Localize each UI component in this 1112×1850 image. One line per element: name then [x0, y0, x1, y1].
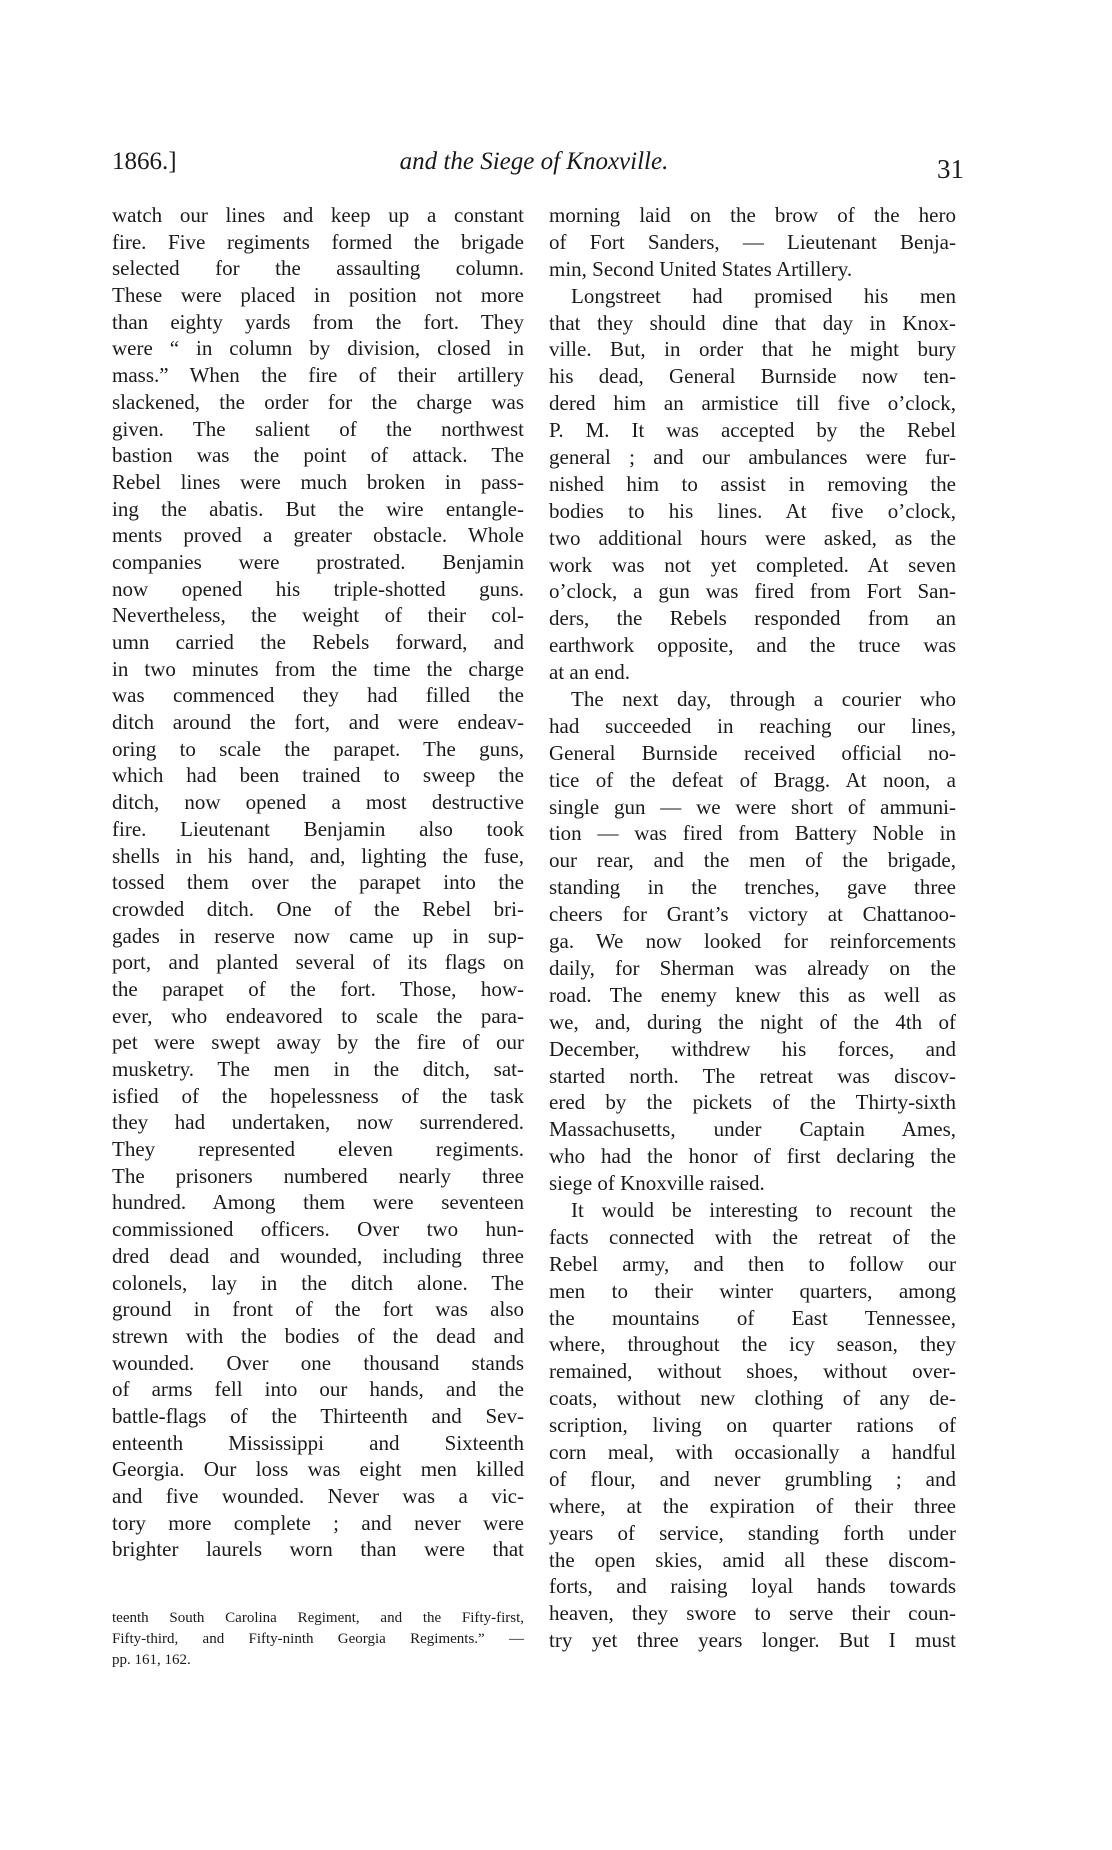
text-line: heaven, they swore to serve their coun-	[549, 1601, 956, 1626]
text-line: given. The salient of the northwest	[112, 416, 524, 441]
text-line: pp. 161, 162.	[112, 1652, 191, 1668]
text-line: morning laid on the brow of the hero	[549, 203, 956, 227]
text-line: It would be interesting to recount the	[571, 1197, 956, 1222]
text-line: now opened his triple-shotted guns.	[112, 576, 524, 601]
text-line: the open skies, amid all these discom-	[549, 1547, 956, 1572]
text-line: coats, without new clothing of any de-	[549, 1386, 956, 1411]
text-line: The prisoners numbered nearly three	[112, 1163, 524, 1188]
text-line: enteenth Mississippi and Sixteenth	[112, 1430, 524, 1455]
text-line: tossed them over the parapet into the	[112, 870, 524, 895]
text-line: men to their winter quarters, among	[549, 1278, 956, 1303]
text-line: hundred. Among them were seventeen	[112, 1190, 524, 1215]
text-line: bastion was the point of attack. The	[112, 443, 524, 468]
text-line: was commenced they had filled the	[112, 683, 524, 708]
text-line: commissioned officers. Over two hun-	[112, 1217, 524, 1242]
text-line: that they should dine that day in Knox-	[549, 310, 956, 335]
text-line: Georgia. Our loss was eight men killed	[112, 1457, 524, 1482]
text-line: They represented eleven regiments.	[112, 1137, 524, 1162]
text-line: of Fort Sanders, — Lieutenant Benja-	[549, 229, 956, 254]
text-line: at an end.	[549, 660, 631, 685]
text-line: teenth South Carolina Regiment, and the Fifty-first,	[112, 1610, 524, 1626]
text-line: oring to scale the parapet. The guns,	[112, 736, 524, 761]
text-line: scription, living on quarter rations of	[549, 1413, 956, 1438]
text-line: dred dead and wounded, including three	[112, 1243, 524, 1268]
page-number: 31	[937, 154, 964, 184]
text-line: started north. The retreat was discov-	[549, 1063, 956, 1088]
text-line: tion — was fired from Battery Noble in	[549, 821, 956, 846]
text-line: work was not yet completed. At seven	[549, 552, 956, 577]
text-line: Fifty-third, and Fifty-ninth Georgia Regiments.” —	[112, 1631, 524, 1647]
text-line: ground in front of the fort was also	[112, 1297, 524, 1322]
text-line: in two minutes from the time the charge	[112, 656, 524, 681]
text-line: colonels, lay in the ditch alone. The	[112, 1270, 524, 1295]
text-line: mass.” When the fire of their artillery	[112, 363, 524, 388]
text-line: where, throughout the icy season, they	[549, 1332, 956, 1357]
text-line: remained, without shoes, without over-	[549, 1359, 956, 1384]
text-line: had succeeded in reaching our lines,	[549, 713, 956, 738]
text-line: general ; and our ambulances were fur-	[549, 445, 956, 470]
text-line: battle-flags of the Thirteenth and Sev-	[112, 1403, 524, 1428]
text-line: bodies to his lines. At five o’clock,	[549, 498, 956, 523]
text-line: wounded. Over one thousand stands	[112, 1350, 524, 1375]
text-line: ders, the Rebels responded from an	[549, 606, 956, 631]
text-line: umn carried the Rebels forward, and	[112, 630, 524, 654]
text-line: tice of the defeat of Bragg. At noon, a	[549, 767, 956, 792]
text-line: they had undertaken, now surrendered.	[112, 1110, 524, 1135]
text-line: Nevertheless, the weight of their col-	[112, 603, 524, 628]
text-line: siege of Knoxville raised.	[549, 1171, 765, 1196]
running-title: and the Siege of Knoxville.	[399, 148, 669, 175]
text-line: his dead, General Burnside now ten-	[549, 364, 956, 389]
text-line: fire. Five regiments formed the brigade	[112, 229, 524, 254]
text-line: years of service, standing forth under	[549, 1520, 956, 1545]
text-line: cheers for Grant’s victory at Chattanoo-	[549, 902, 956, 927]
text-line: strewn with the bodies of the dead and	[112, 1323, 524, 1348]
text-line: brighter laurels worn than were that	[112, 1537, 524, 1562]
running-header	[112, 148, 964, 188]
text-line: tory more complete ; and never were	[112, 1510, 524, 1535]
text-line: slackened, the order for the charge was	[112, 389, 524, 414]
text-line: shells in his hand, and, lighting the fuse,	[112, 843, 524, 868]
text-line: corn meal, with occasionally a handful	[549, 1439, 956, 1464]
text-line: ditch, now opened a most destructive	[112, 790, 524, 815]
text-line: Longstreet had promised his men	[571, 283, 956, 308]
header-year: 1866.]	[112, 148, 177, 175]
text-line: ever, who endeavored to scale the para-	[112, 1003, 524, 1028]
text-line: Massachusetts, under Captain Ames,	[549, 1117, 956, 1142]
text-line: forts, and raising loyal hands towards	[549, 1574, 956, 1599]
text-line: road. The enemy knew this as well as	[549, 982, 956, 1007]
text-line: gades in reserve now came up in sup-	[112, 923, 524, 948]
text-line: selected for the assaulting column.	[112, 256, 524, 281]
text-line: were “ in column by division, closed in	[112, 336, 524, 361]
text-line: the parapet of the fort. Those, how-	[112, 976, 524, 1001]
text-line: General Burnside received official no-	[549, 740, 956, 765]
text-line: ditch around the fort, and were endeav-	[112, 710, 524, 735]
text-line: than eighty yards from the fort. They	[112, 309, 524, 334]
text-line: isfied of the hopelessness of the task	[112, 1083, 524, 1108]
text-line: which had been trained to sweep the	[112, 763, 524, 788]
text-line: earthwork opposite, and the truce was	[549, 633, 956, 658]
text-line: o’clock, a gun was fired from Fort San-	[549, 579, 956, 604]
text-line: standing in the trenches, gave three	[549, 875, 956, 900]
text-line: P. M. It was accepted by the Rebel	[549, 418, 956, 443]
text-line: nished him to assist in removing the	[549, 471, 956, 496]
text-line: Rebel lines were much broken in pass-	[112, 469, 524, 494]
text-line: watch our lines and keep up a constant	[112, 203, 524, 227]
right-text-column	[549, 202, 956, 1654]
text-line: ered by the pickets of the Thirty-sixth	[549, 1090, 956, 1115]
left-text-column	[112, 202, 524, 1563]
text-line: pet were swept away by the fire of our	[112, 1030, 524, 1055]
text-line: Rebel army, and then to follow our	[549, 1251, 956, 1276]
text-line: who had the honor of first declaring the	[549, 1144, 956, 1169]
footnote	[112, 1608, 524, 1671]
text-line: crowded ditch. One of the Rebel bri-	[112, 896, 524, 921]
text-line: min, Second United States Artillery.	[549, 256, 853, 281]
text-line: The next day, through a courier who	[571, 687, 956, 712]
text-line: of arms fell into our hands, and the	[112, 1377, 524, 1402]
text-line: we, and, during the night of the 4th of	[549, 1009, 956, 1034]
text-line: facts connected with the retreat of the	[549, 1224, 956, 1249]
text-line: try yet three years longer. But I must	[549, 1628, 956, 1653]
text-line: where, at the expiration of their three	[549, 1493, 956, 1518]
text-line: single gun — we were short of ammuni-	[549, 794, 956, 819]
text-line: our rear, and the men of the brigade,	[549, 848, 956, 873]
text-line: daily, for Sherman was already on the	[549, 955, 956, 980]
text-line: ga. We now looked for reinforcements	[549, 929, 956, 954]
text-line: port, and planted several of its flags on	[112, 950, 524, 975]
text-line: two additional hours were asked, as the	[549, 525, 956, 550]
text-line: the mountains of East Tennessee,	[549, 1305, 956, 1330]
text-line: These were placed in position not more	[112, 283, 524, 308]
text-line: ments proved a greater obstacle. Whole	[112, 523, 524, 548]
text-line: fire. Lieutenant Benjamin also took	[112, 816, 524, 841]
text-line: musketry. The men in the ditch, sat-	[112, 1057, 524, 1081]
text-line: of flour, and never grumbling ; and	[549, 1466, 956, 1491]
text-line: companies were prostrated. Benjamin	[112, 549, 524, 574]
text-line: dered him an armistice till five o’clock,	[549, 391, 956, 416]
text-line: December, withdrew his forces, and	[549, 1036, 956, 1061]
text-line: and five wounded. Never was a vic-	[112, 1484, 524, 1508]
text-line: ing the abatis. But the wire entangle-	[112, 496, 524, 521]
text-line: ville. But, in order that he might bury	[549, 337, 956, 362]
